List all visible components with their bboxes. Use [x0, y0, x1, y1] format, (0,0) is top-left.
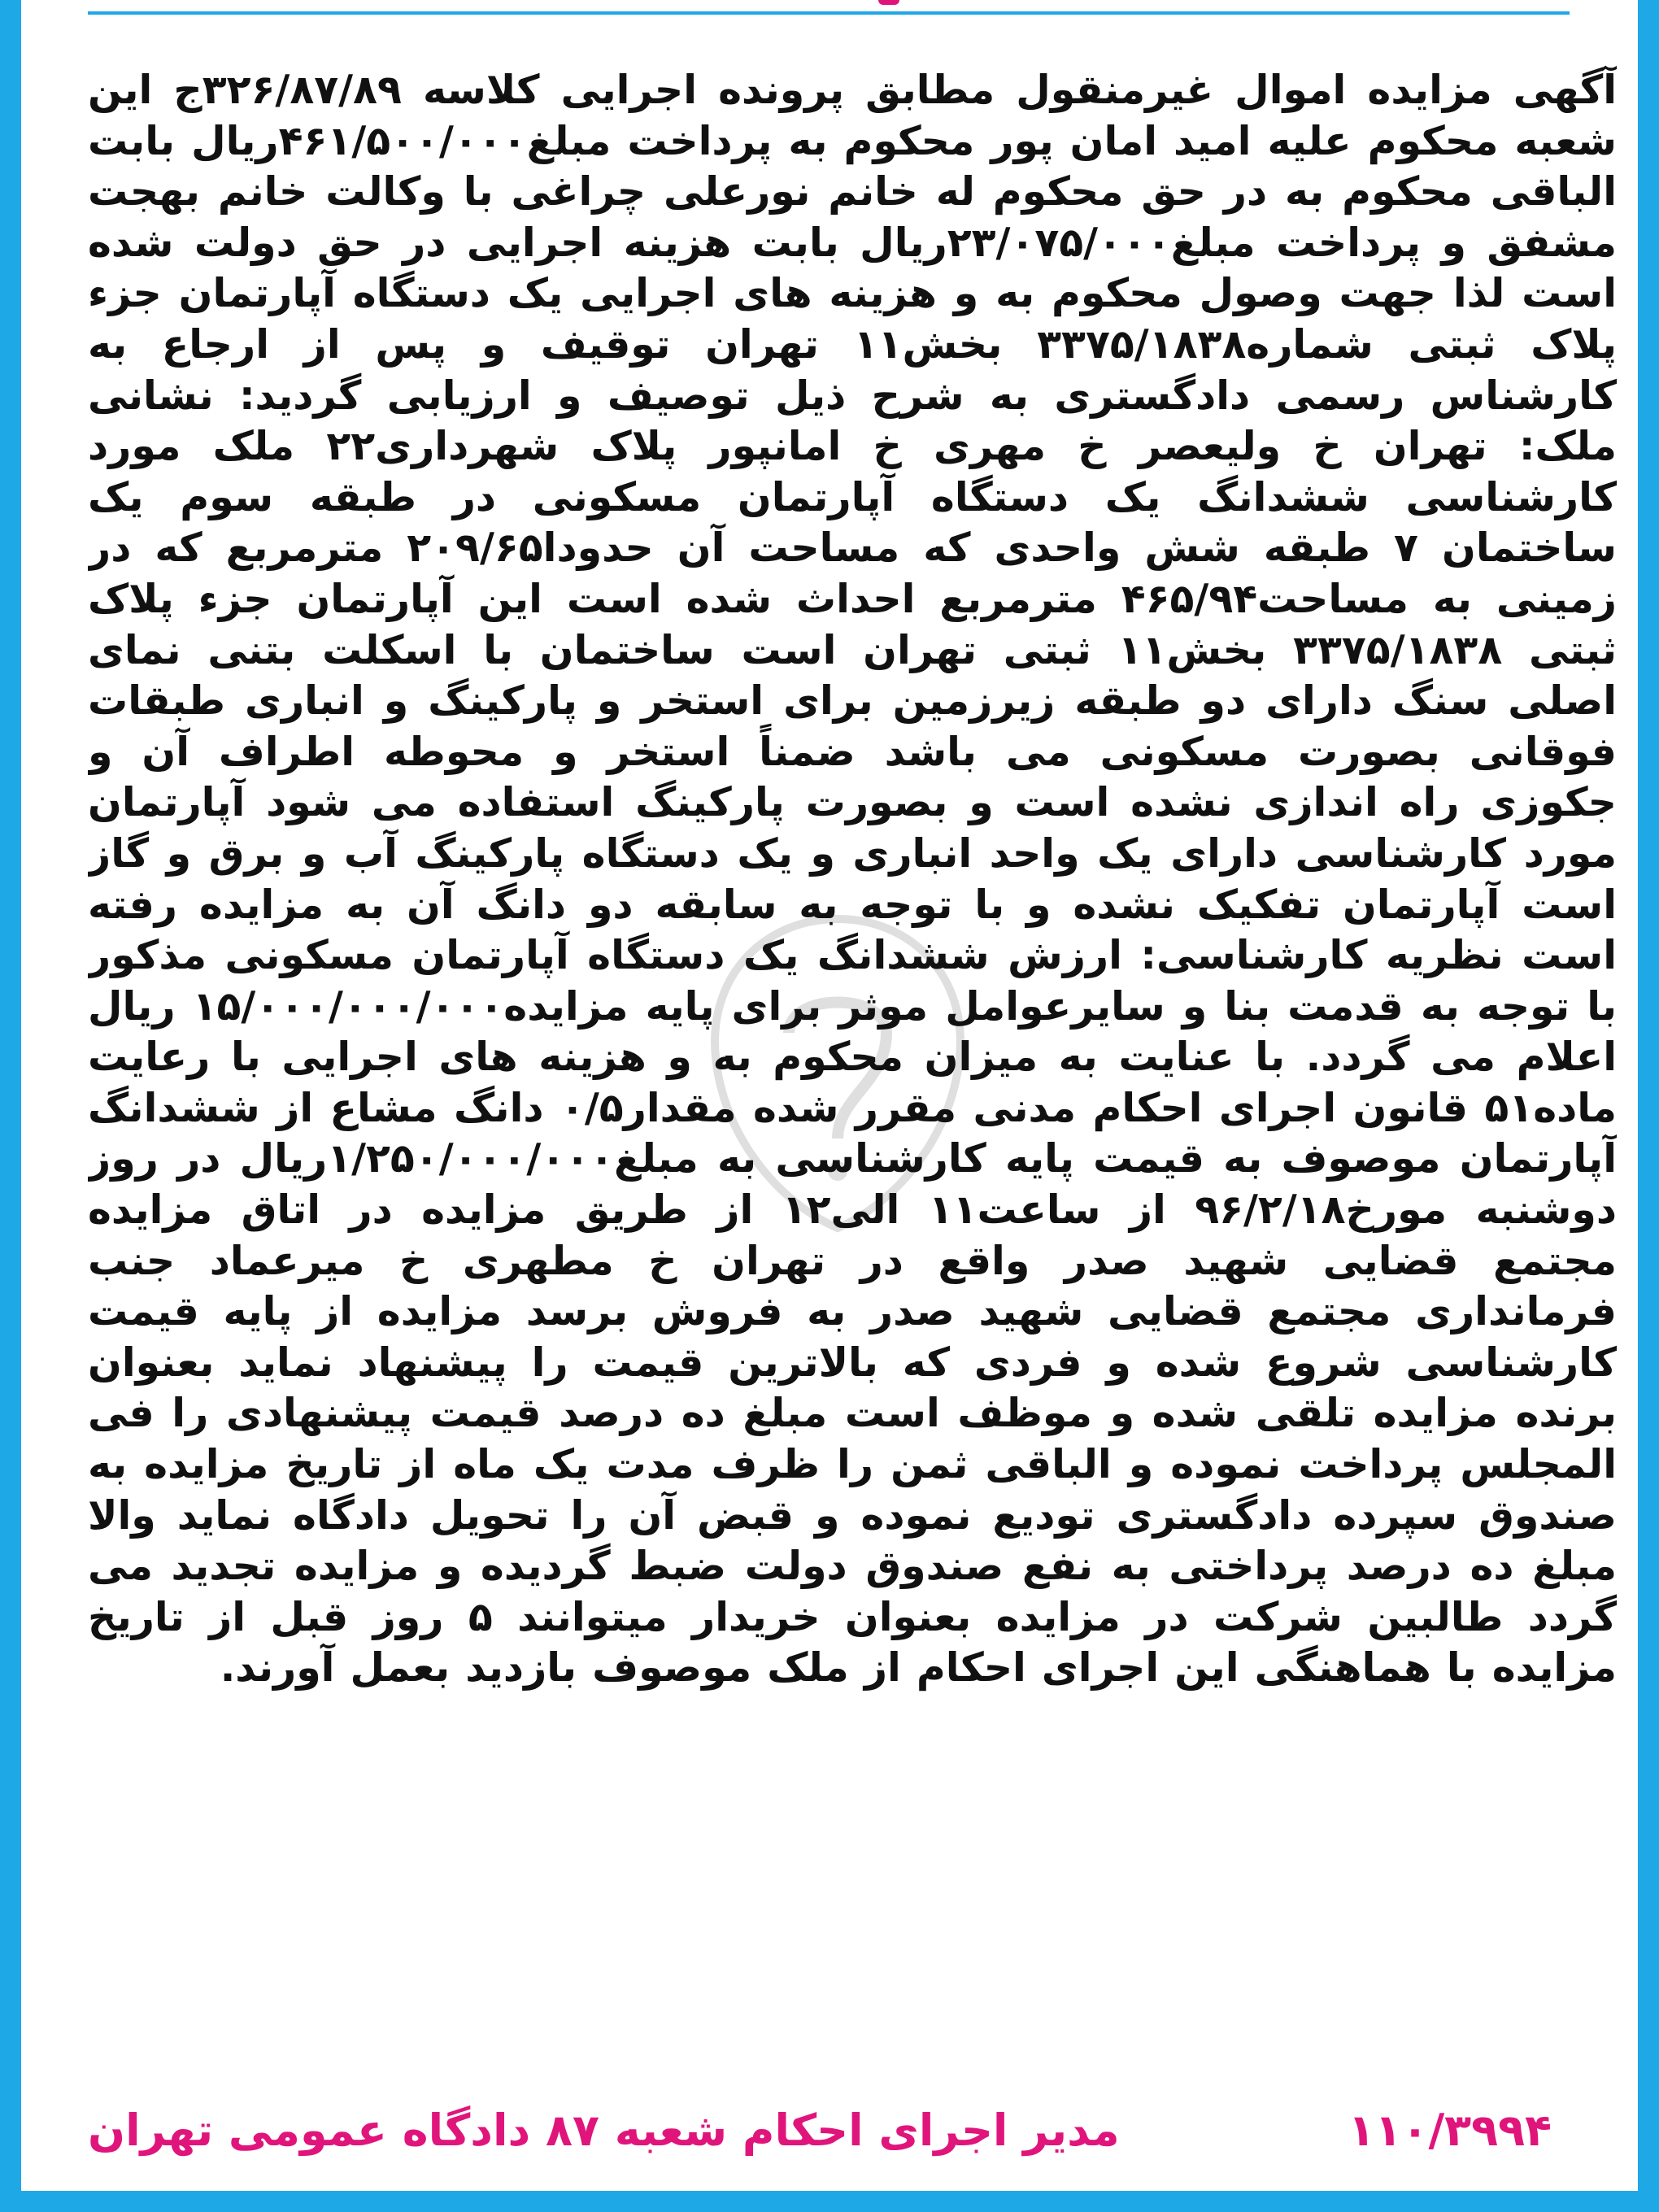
- notice-signature: مدیر اجرای احکام شعبه ۸۷ دادگاه عمومی تهران: [88, 2105, 1120, 2156]
- top-accent-mark: [878, 0, 899, 5]
- notice-code: ۱۱۰/۳۹۹۴: [1348, 2105, 1552, 2156]
- notice-body-text: آگهی مزایده اموال غیرمنقول مطابق پرونده اجرایی کلاسه ۳۲۶/۸۷/۸۹ج این شعبه محکوم علیه امید امان پور محکوم به پرداخت مبلغ۴۶۱/۵۰۰/۰۰۰ریال بابت الباقی محکوم به در حق محکوم له خانم نورعلی چراغی با وکالت خانم بهجت مشفق و پرداخت مبلغ۲۳/۰۷۵/۰۰۰ریال بابت هزینه اجرایی در حق دولت شده است لذا جهت وصول محکوم به و هزینه های اجرایی یک دستگاه آپارتمان جزء پلاک ثبتی شماره۳۳۷۵/۱۸۳۸ بخش۱۱ تهران توقیف و پس از ارجاع به کارشناس رسمی دادگستری به شرح ذیل توصیف و ارزیابی گردید: نشانی ملک: تهران خ ولیعصر خ مهری خ امانپور پلاک شهرداری۲۲ ملک مورد کارشناسی ششدانگ یک دستگاه آپارتمان مسکونی در طبقه سوم یک ساختمان ۷ طبقه شش واحدی که مساحت آن حدودا۲۰۹/۶۵ مترمربع که در زمینی به مساحت۴۶۵/۹۴ مترمربع احداث شده است این آپارتمان جزء پلاک ثبتی ۳۳۷۵/۱۸۳۸ بخش۱۱ ثبتی تهران است ساختمان با اسکلت بتنی نمای اصلی سنگ دارای دو طبقه زیرزمین برای استخر و پارکینگ و انباری طبقات فوقانی بصورت مسکونی می باشد ضمناً استخر و محوطه اطراف آن و جکوزی راه اندازی نشده است و بصورت پارکینگ استفاده می شود آپارتمان مورد کارشناسی دارای یک واحد انباری و یک دستگاه پارکینگ آب و برق و گاز است آپارتمان تفکیک نشده و با توجه به سابقه دو دانگ آن به مزایده رفته است نظریه کارشناسی: ارزش ششدانگ یک دستگاه آپارتمان مسکونی مذکور با توجه به قدمت بنا و سایرعوامل موثر برای پایه مزایده۱۵/۰۰۰/۰۰۰/۰۰۰ ریال اعلام می گردد. با عنایت به میزان محکوم به و هزینه های اجرایی با رعایت ماده۵۱ قانون اجرای احکام مدنی مقرر شده مقدار۰/۵ دانگ مشاع از ششدانگ آپارتمان موصوف به قیمت پایه کارشناسی به مبلغ۱/۲۵۰/۰۰۰/۰۰۰ریال در روز دوشنبه مورخ۹۶/۲/۱۸ از ساعت۱۱ الی۱۲ از طریق مزایده در اتاق مزایده مجتمع قضایی شهید صدر واقع در تهران خ مطهری خ میرعماد جنب فرمانداری مجتمع قضایی شهید صدر به فروش برسد مزایده از پایه قیمت کارشناسی شروع شده و فردی که بالاترین قیمت را پیشنهاد نماید بعنوان برنده مزایده تلقی شده و موظف است مبلغ ده درصد قیمت پیشنهادی را فی المجلس پرداخت نموده و الباقی ثمن را ظرف مدت یک ماه از تاریخ مزایده به صندوق سپرده دادگستری تودیع نموده و قبض آن را تحویل دادگاه نماید والا مبلغ ده درصد پرداختی به نفع صندوق دولت ضبط گردیده و مزایده تجدید می گردد طالبین شرکت در مزایده بعنوان خریدار میتوانند ۵ روز قبل از تاریخ مزایده با هماهنگی این اجرای احکام از ملک موصوف بازدید بعمل آورند.: [88, 67, 1617, 1692]
- top-divider: [88, 11, 1570, 15]
- notice-footer: [88, 2098, 1617, 2163]
